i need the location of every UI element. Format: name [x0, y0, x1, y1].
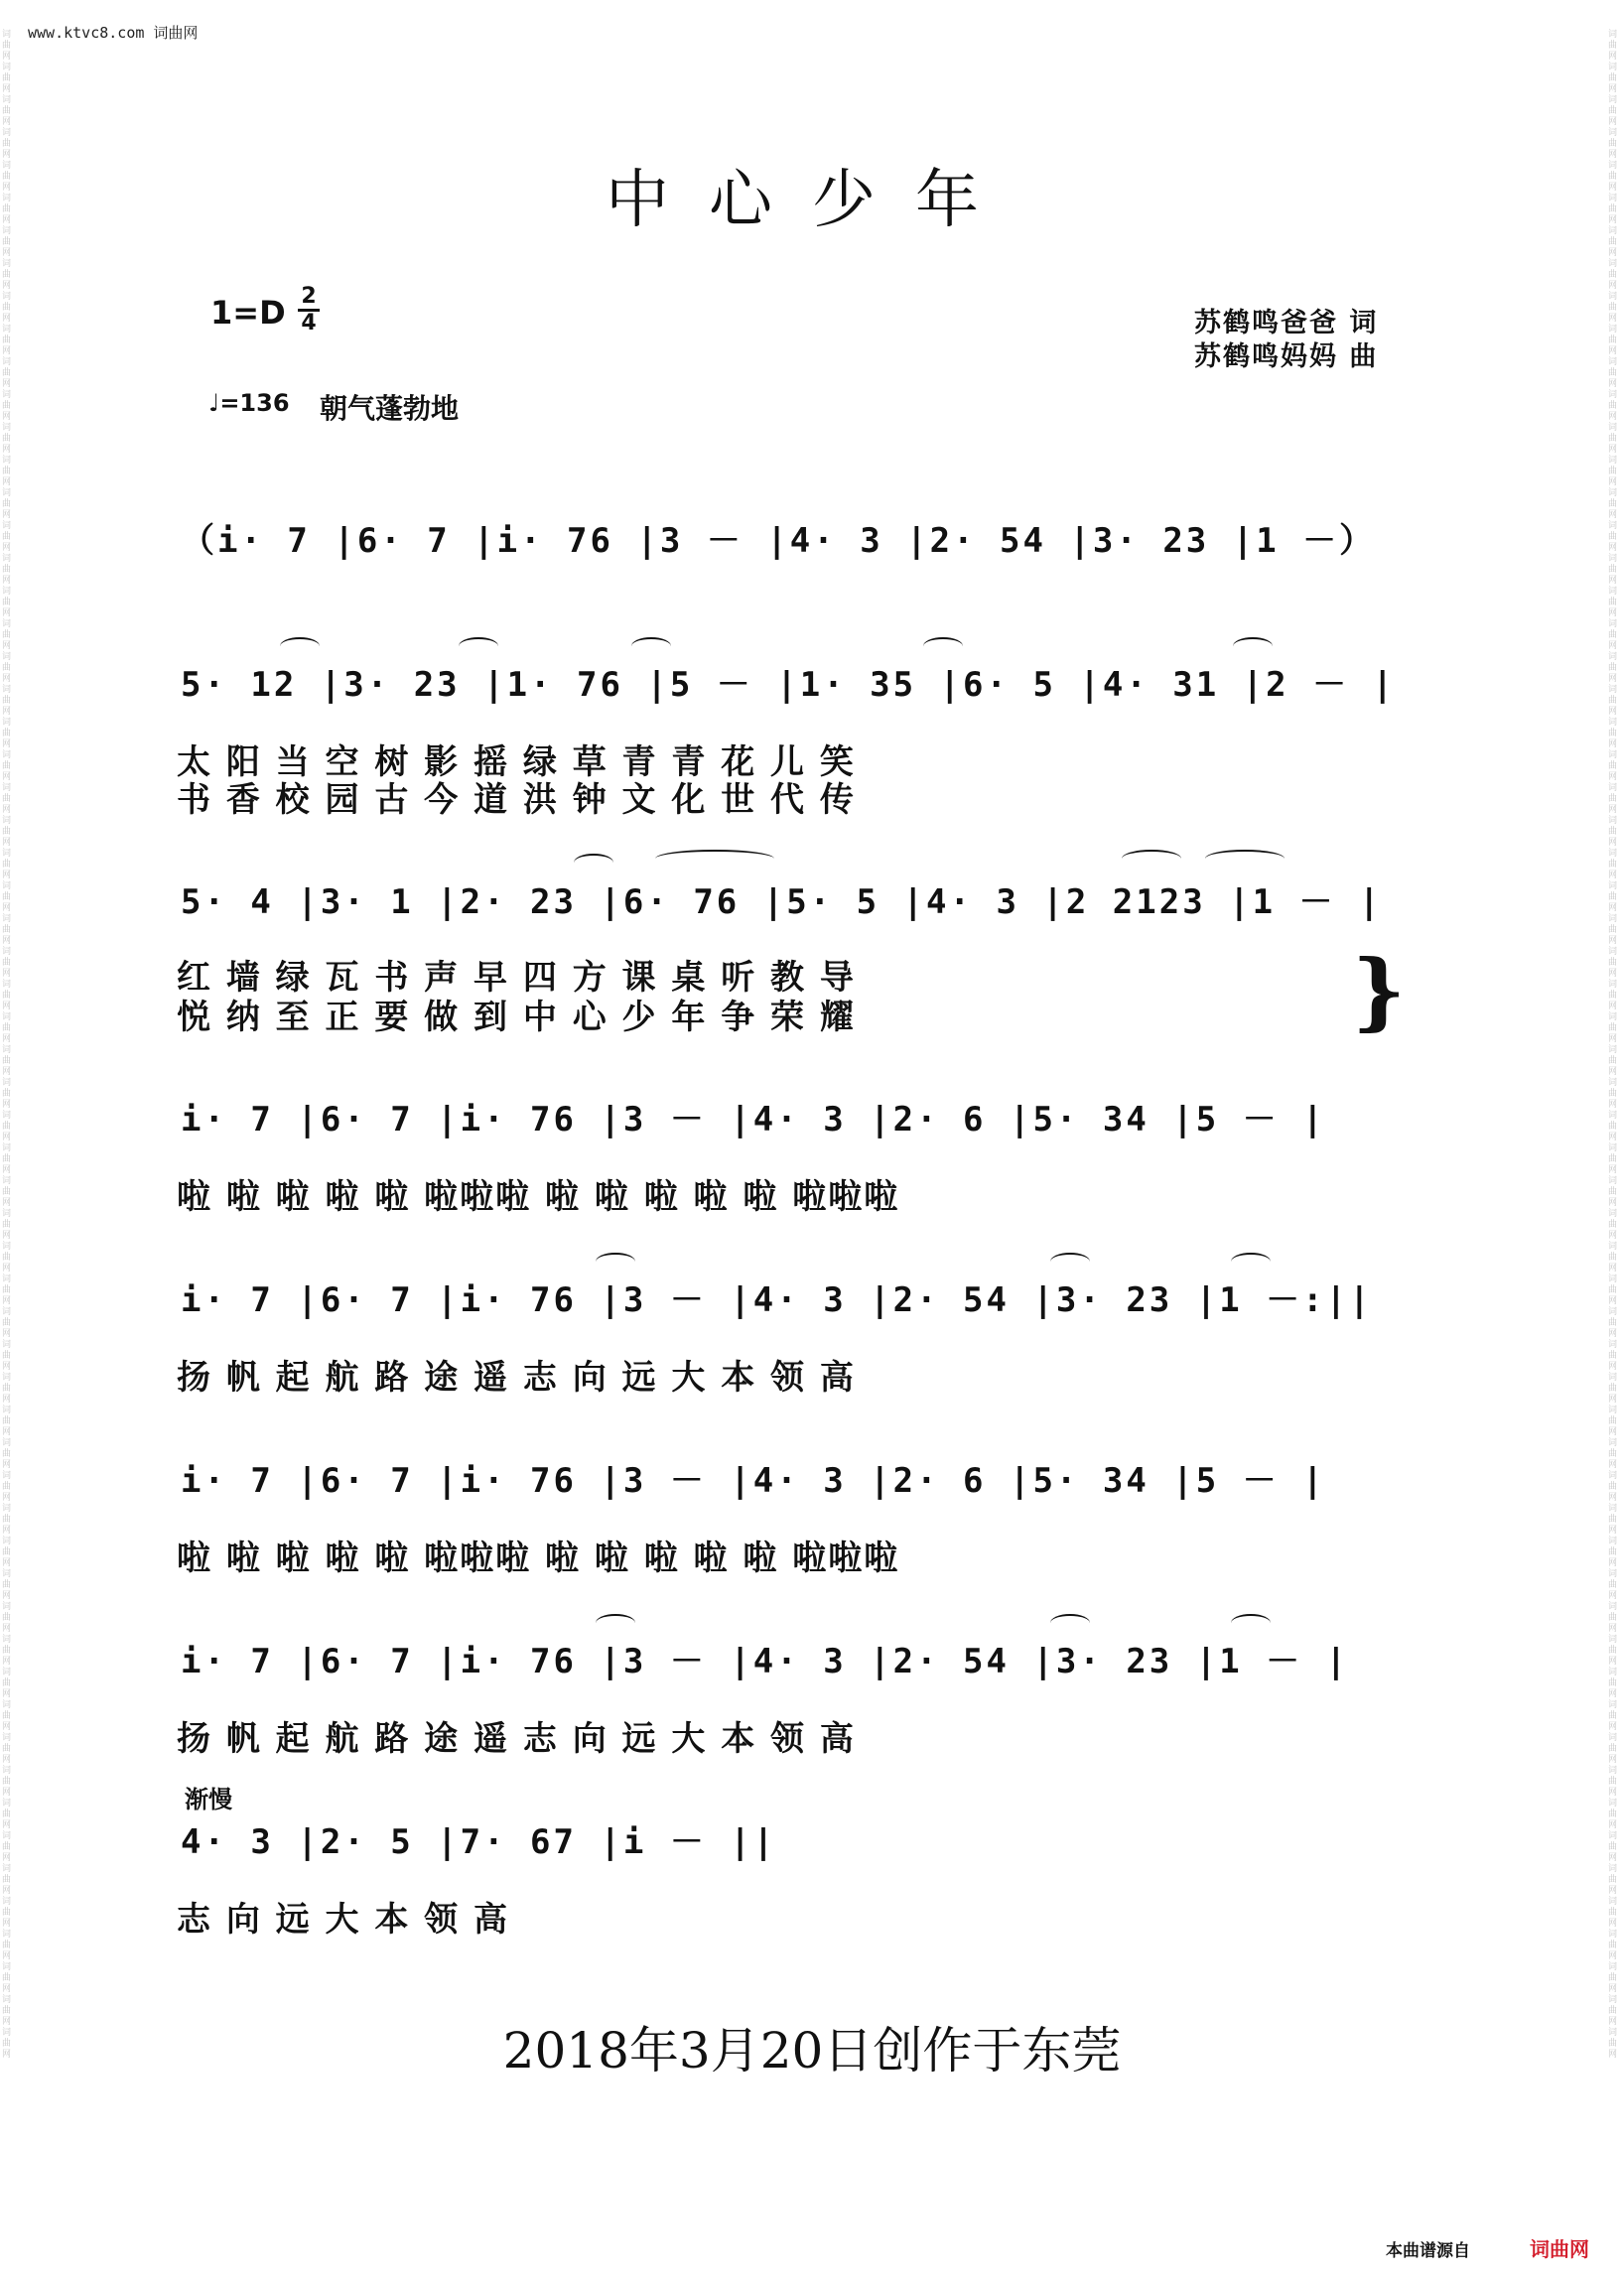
score-line-4-notes: i· 7 |6· 7 |i· 76 |3 － |4· 3 |2· 6 |5· 34 |5 － | — [181, 1100, 1326, 1139]
site-url: www.ktvc8.com 词曲网 — [28, 24, 199, 42]
score-line-6-lyrics: 啦 啦 啦 啦 啦 啦啦啦 啦 啦 啦 啦 啦 啦啦啦 — [177, 1539, 900, 1578]
slur-mark — [1231, 1253, 1271, 1271]
verse-brace: } — [1352, 941, 1407, 1039]
slur-mark — [1233, 637, 1273, 655]
slur-mark — [1231, 1614, 1271, 1632]
source-note: 本曲谱源自 — [1386, 2241, 1470, 2261]
score-line-3-notes: 5· 4 |3· 1 |2· 23 |6· 76 |5· 5 |4· 3 |2 2123 |1 － | — [181, 882, 1383, 922]
key-signature: 1=D — [210, 294, 286, 332]
slur-mark — [1050, 1614, 1090, 1632]
composer-credit: 苏鹤鸣妈妈 曲 — [1194, 341, 1379, 372]
score-line-2-lyrics-1: 太 阳 当 空 树 影 摇 绿 草 青 青 花 儿 笑 — [177, 742, 856, 782]
time-numerator: 2 — [301, 284, 317, 309]
tempo-marking: ♩=136 — [208, 389, 290, 417]
slur-mark — [459, 637, 498, 655]
score-line-5-notes: i· 7 |6· 7 |i· 76 |3 － |4· 3 |2· 54 |3· 23 |1 －:|| — [181, 1280, 1373, 1320]
song-title: 中心少年 — [606, 164, 1018, 237]
score-line-3-lyrics-1: 红 墙 绿 瓦 书 声 早 四 方 课 桌 听 教 导 — [177, 958, 856, 998]
slur-mark — [596, 1614, 635, 1632]
lyricist-credit: 苏鹤鸣爸爸 词 — [1194, 308, 1379, 338]
slur-mark — [631, 637, 671, 655]
score-line-8-notes: 4· 3 |2· 5 |7· 67 |i － || — [181, 1822, 777, 1862]
slur-mark — [280, 637, 320, 655]
side-watermark-left: 词曲网词曲网词曲网词曲网词曲网词曲网词曲网词曲网词曲网词曲网词曲网词曲网词曲网词曲网词曲网词曲网词曲网词曲网词曲网词曲网词曲网词曲网词曲网词曲网词曲网词曲网词曲网词曲网词曲网词曲网词曲网词曲网词曲网词曲网词曲网词曲网词曲网词曲网词曲网词曲网词曲网词曲网词曲网词曲网词曲网词曲网词曲网词曲网词曲网词曲网词曲网词曲网词曲网词曲网词曲网词曲网词曲网词曲网词曲网词曲网词曲网词曲网 — [2, 30, 12, 2060]
slur-mark — [655, 850, 774, 868]
score-line-6-notes: i· 7 |6· 7 |i· 76 |3 － |4· 3 |2· 6 |5· 34 |5 － | — [181, 1461, 1326, 1501]
side-watermark-right: 词曲网词曲网词曲网词曲网词曲网词曲网词曲网词曲网词曲网词曲网词曲网词曲网词曲网词曲网词曲网词曲网词曲网词曲网词曲网词曲网词曲网词曲网词曲网词曲网词曲网词曲网词曲网词曲网词曲网词曲网词曲网词曲网词曲网词曲网词曲网词曲网词曲网词曲网词曲网词曲网词曲网词曲网词曲网词曲网词曲网词曲网词曲网词曲网词曲网词曲网词曲网词曲网词曲网词曲网词曲网词曲网词曲网词曲网词曲网词曲网词曲网词曲网 — [1608, 30, 1618, 2060]
score-line-7-lyrics: 扬 帆 起 航 路 途 遥 志 向 远 大 本 领 高 — [177, 1719, 856, 1759]
score-line-7-notes: i· 7 |6· 7 |i· 76 |3 － |4· 3 |2· 54 |3· 23 |1 － | — [181, 1642, 1350, 1681]
composition-date: 2018年3月20日创作于东莞 — [502, 2022, 1122, 2079]
site-logo: 词曲网 — [1530, 2237, 1589, 2261]
score-line-8-lyrics: 志 向 远 大 本 领 高 — [177, 1900, 510, 1940]
slur-mark — [596, 1253, 635, 1271]
score-line-4-lyrics: 啦 啦 啦 啦 啦 啦啦啦 啦 啦 啦 啦 啦 啦啦啦 — [177, 1177, 900, 1217]
slur-mark — [1122, 850, 1181, 868]
time-signature — [298, 286, 320, 335]
expression-marking: 朝气蓬勃地 — [320, 392, 460, 425]
ritardando-marking: 渐慢 — [185, 1786, 232, 1813]
slur-mark — [1050, 1253, 1090, 1271]
score-line-2-notes: 5· 12 |3· 23 |1· 76 |5 － |1· 35 |6· 5 |4· 31 |2 － | — [181, 665, 1397, 705]
slur-mark — [574, 854, 613, 871]
slur-mark — [1205, 850, 1285, 868]
score-line-1-notes: （i· 7 |6· 7 |i· 76 |3 － |4· 3 |2· 54 |3· 23 |1 －） — [181, 521, 1377, 561]
time-denominator: 4 — [301, 311, 317, 335]
score-line-2-lyrics-2: 书 香 校 园 古 今 道 洪 钟 文 化 世 代 传 — [177, 780, 856, 820]
score-line-3-lyrics-2: 悦 纳 至 正 要 做 到 中 心 少 年 争 荣 耀 — [177, 998, 856, 1037]
slur-mark — [923, 637, 963, 655]
score-line-5-lyrics: 扬 帆 起 航 路 途 遥 志 向 远 大 本 领 高 — [177, 1358, 856, 1398]
